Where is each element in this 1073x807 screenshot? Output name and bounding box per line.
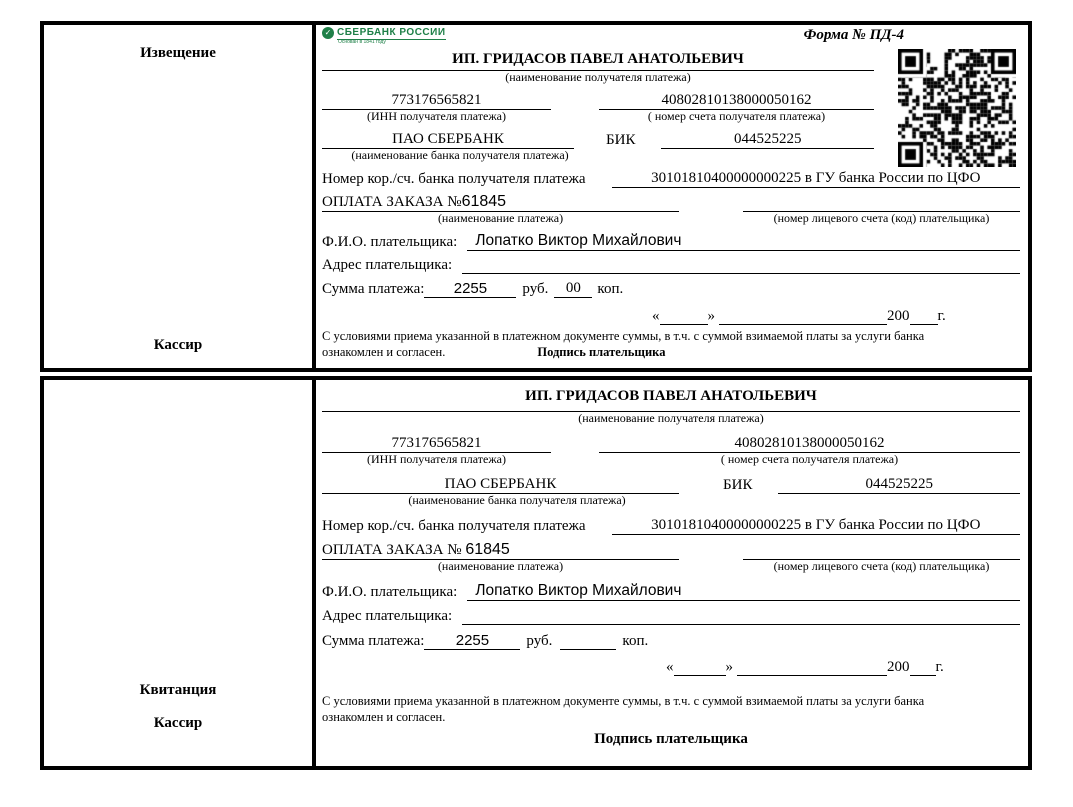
- date-day-field: [660, 307, 708, 325]
- personal-account-field: [743, 194, 1020, 212]
- payment-purpose-value: [322, 541, 679, 560]
- payer-fio-label: Ф.И.О. плательщика:: [322, 583, 458, 600]
- payment-form-pd4: [40, 21, 1032, 770]
- terms-line1: С условиями приема указанной в платежном документе суммы, в т.ч. с суммой взимаемой платы за услуги банка: [322, 329, 925, 343]
- corr-account-value: 30101810400000000225 в ГУ банка России по ЦФО: [612, 170, 1020, 188]
- date-day-field: [674, 658, 726, 676]
- inn-value: 773176565821: [322, 435, 551, 453]
- date-month-field: [737, 658, 887, 676]
- bank-name-value: ПАО СБЕРБАНК: [322, 476, 679, 494]
- notice-header: [322, 27, 1020, 51]
- notice-cashier-label: Кассир: [153, 337, 203, 353]
- payer-fio-label: Ф.И.О. плательщика:: [322, 233, 458, 250]
- bank-name-hint: (наименование банка получателя платежа): [351, 148, 569, 162]
- date-year-field: [910, 658, 936, 676]
- purpose-prefix: ОПЛАТА ЗАКАЗА №: [322, 193, 462, 210]
- payment-purpose-hint: (наименование платежа): [437, 559, 564, 573]
- amount-rub-value: 2255: [424, 280, 516, 298]
- sberbank-logo-text: СБЕРБАНК РОССИИ: [337, 27, 446, 38]
- date-year-suffix: г.: [935, 658, 944, 675]
- notice-content: [316, 25, 1028, 368]
- date-close-quote: »: [725, 658, 733, 675]
- order-number: 61845: [465, 540, 510, 558]
- signature-label: Подпись плательщика: [537, 344, 666, 359]
- personal-account-hint: (номер лицевого счета (код) плательщика): [773, 211, 990, 225]
- payment-purpose-value: [322, 193, 679, 212]
- account-value: 40802810138000050162: [599, 92, 874, 110]
- section-notice: [40, 21, 1032, 372]
- signature-label: Подпись плательщика: [594, 731, 748, 748]
- section-receipt: [40, 376, 1032, 770]
- sberbank-logo: [322, 27, 446, 45]
- qr-code: [898, 49, 1016, 167]
- payment-purpose-hint: (наименование платежа): [437, 211, 564, 225]
- amount-label: Сумма платежа:: [322, 632, 425, 649]
- payer-address-field: [462, 607, 1020, 625]
- terms-line2: ознакомлен и согласен.: [322, 344, 446, 359]
- notice-side-column: [44, 25, 316, 368]
- date-year-prefix: 200: [887, 658, 910, 675]
- payer-address-label: Адрес плательщика:: [322, 256, 453, 273]
- receipt-side-column: [44, 380, 316, 766]
- recipient-title: ИП. ГРИДАСОВ ПАВЕЛ АНАТОЛЬЕВИЧ: [322, 51, 874, 71]
- recipient-hint: (наименование получателя платежа): [578, 411, 764, 425]
- bank-name-hint: (наименование банка получателя платежа): [408, 493, 626, 507]
- date-year-prefix: 200: [887, 307, 910, 324]
- terms-line1: С условиями приема указанной в платежном документе суммы, в т.ч. с суммой взимаемой платы за услуги банка: [322, 694, 925, 708]
- order-number: 61845: [461, 192, 507, 210]
- payer-address-field: [462, 256, 1020, 274]
- bik-label: БИК: [606, 131, 636, 148]
- payer-fio-value: Лопатко Виктор Михайлович: [467, 582, 1020, 601]
- personal-account-hint: (номер лицевого счета (код) плательщика): [773, 559, 990, 573]
- amount-kop-value: 00: [554, 280, 592, 298]
- receipt-cashier-label: Кассир: [153, 715, 203, 731]
- date-close-quote: »: [707, 307, 715, 324]
- amount-rub-value: 2255: [424, 632, 520, 650]
- terms-paragraph: [322, 329, 1020, 360]
- bik-value: 044525225: [661, 131, 874, 149]
- sberbank-emblem-icon: ✓: [322, 27, 334, 39]
- kop-label: коп.: [597, 280, 624, 297]
- bank-name-value: ПАО СБЕРБАНК: [322, 131, 574, 149]
- date-year-suffix: г.: [937, 307, 946, 324]
- account-hint: ( номер счета получателя платежа): [647, 109, 826, 123]
- bik-value: 044525225: [778, 476, 1020, 494]
- rub-label: руб.: [526, 632, 553, 649]
- payer-address-label: Адрес плательщика:: [322, 607, 453, 624]
- corr-account-label: Номер кор./сч. банка получателя платежа: [322, 517, 586, 534]
- date-open-quote: «: [666, 658, 674, 675]
- payer-fio-value: Лопатко Виктор Михайлович: [467, 232, 1020, 251]
- form-number: Форма № ПД-4: [803, 27, 904, 43]
- sberbank-tagline: Основан в 1841 году: [338, 38, 386, 45]
- terms-paragraph: [322, 694, 1020, 725]
- amount-label: Сумма платежа:: [322, 280, 425, 297]
- account-value: 40802810138000050162: [599, 435, 1020, 453]
- account-hint: ( номер счета получателя платежа): [720, 452, 899, 466]
- receipt-content: [316, 380, 1028, 766]
- date-month-field: [719, 307, 887, 325]
- notice-label: Извещение: [140, 45, 216, 61]
- purpose-prefix: ОПЛАТА ЗАКАЗА №: [322, 541, 462, 558]
- rub-label: руб.: [522, 280, 549, 297]
- personal-account-field: [743, 542, 1020, 560]
- receipt-label: Квитанция: [139, 682, 217, 698]
- date-open-quote: «: [652, 307, 660, 324]
- amount-kop-field: [560, 632, 616, 650]
- bik-label: БИК: [723, 476, 753, 493]
- inn-hint: (ИНН получателя платежа): [367, 109, 506, 123]
- recipient-hint: (наименование получателя платежа): [505, 70, 691, 84]
- inn-value: 773176565821: [322, 92, 551, 110]
- terms-line2: ознакомлен и согласен.: [322, 709, 446, 724]
- kop-label: коп.: [622, 632, 649, 649]
- recipient-title: ИП. ГРИДАСОВ ПАВЕЛ АНАТОЛЬЕВИЧ: [322, 388, 1020, 412]
- corr-account-label: Номер кор./сч. банка получателя платежа: [322, 170, 586, 187]
- inn-hint: (ИНН получателя платежа): [367, 452, 506, 466]
- corr-account-value: 30101810400000000225 в ГУ банка России по ЦФО: [612, 517, 1020, 535]
- date-year-field: [910, 307, 938, 325]
